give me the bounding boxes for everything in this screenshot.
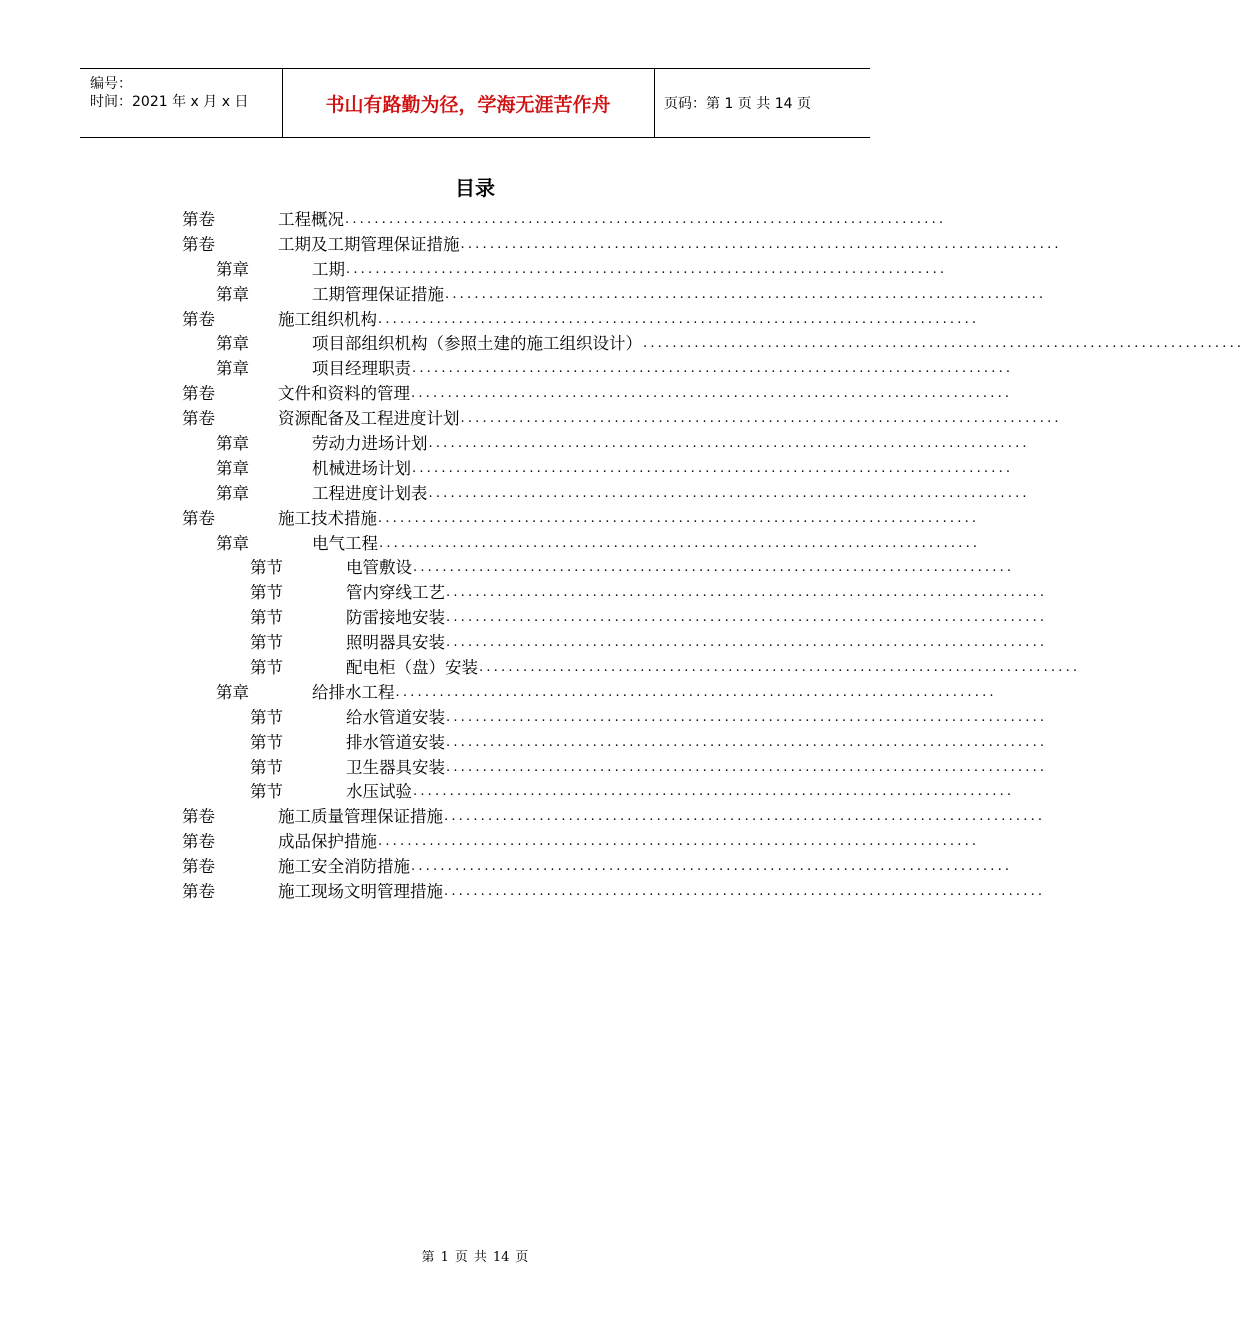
toc-leader-dots: .................................................................................. xyxy=(378,834,980,850)
toc-entry-number: 第章 xyxy=(216,284,249,304)
toc-entry-text: 资源配备及工程进度计划 xyxy=(278,407,461,432)
toc-entry-text: 文件和资料的管理 xyxy=(278,382,411,407)
toc-entry-chapter[interactable] xyxy=(182,457,1014,482)
toc-entry-text: 施工现场文明管理措施 xyxy=(278,880,444,905)
toc-entry-number: 第卷 xyxy=(182,832,215,852)
toc-entry-number: 第章 xyxy=(216,533,249,553)
toc-entry-number: 第节 xyxy=(250,633,283,653)
toc-entry-number: 第卷 xyxy=(182,309,215,329)
toc-leader-dots: .................................................................................. xyxy=(412,460,1014,476)
toc-leader-dots: .................................................................................. xyxy=(444,884,1046,900)
footer-page-unit: 页 xyxy=(454,1250,468,1265)
table-of-contents xyxy=(182,208,1244,905)
document-number-label: 编号： xyxy=(90,76,132,92)
toc-entry-section[interactable] xyxy=(182,731,1048,756)
toc-entry-text: 劳动力进场计划 xyxy=(312,432,429,457)
toc-leader-dots: .................................................................................. xyxy=(479,660,1081,676)
toc-entry-volume[interactable] xyxy=(182,407,1062,432)
toc-entry-text: 工程进度计划表 xyxy=(312,482,429,507)
toc-entry-text: 电管敷设 xyxy=(346,556,413,581)
toc-entry-text: 照明器具安装 xyxy=(346,631,446,656)
toc-entry-text: 机械进场计划 xyxy=(312,457,412,482)
toc-leader-dots: .................................................................................. xyxy=(413,784,1015,800)
toc-entry-text: 防雷接地安装 xyxy=(346,606,446,631)
toc-entry-text: 项目部组织机构（参照土建的施工组织设计） xyxy=(312,332,643,357)
toc-entry-volume[interactable] xyxy=(182,382,1013,407)
toc-leader-dots: .................................................................................. xyxy=(346,261,948,277)
toc-entry-volume[interactable] xyxy=(182,507,980,532)
toc-entry-text: 项目经理职责 xyxy=(312,357,412,382)
toc-leader-dots: .................................................................................. xyxy=(428,485,1030,501)
toc-entry-text: 配电柜（盘）安装 xyxy=(346,656,479,681)
footer-total-prefix: 共 xyxy=(473,1250,487,1265)
toc-entry-section[interactable] xyxy=(182,581,1048,606)
toc-entry-chapter[interactable] xyxy=(182,332,1244,357)
toc-entry-number: 第卷 xyxy=(182,210,215,229)
toc-entry-chapter[interactable] xyxy=(182,681,997,706)
toc-leader-dots: .................................................................................. xyxy=(444,809,1046,825)
toc-entry-chapter[interactable] xyxy=(182,258,948,283)
toc-entry-number: 第章 xyxy=(216,483,249,503)
toc-leader-dots: .................................................................................. xyxy=(428,436,1030,452)
toc-entry-text: 水压试验 xyxy=(346,780,413,805)
toc-entry-number: 第卷 xyxy=(182,807,215,827)
toc-leader-dots: .................................................................................. xyxy=(378,510,980,526)
page-header xyxy=(80,68,870,138)
toc-entry-text: 管内穿线工艺 xyxy=(346,581,446,606)
toc-leader-dots: .................................................................................. xyxy=(412,361,1014,377)
toc-entry-text: 施工安全消防措施 xyxy=(278,855,411,880)
toc-entry-text: 给排水工程 xyxy=(312,681,396,706)
toc-leader-dots: .................................................................................. xyxy=(445,286,1047,302)
toc-entry-text: 施工质量管理保证措施 xyxy=(278,805,444,830)
toc-leader-dots: .................................................................................. xyxy=(460,411,1062,427)
toc-entry-volume[interactable] xyxy=(182,830,980,855)
document-date-label: 时间：2021 年 x 月 x 日 xyxy=(90,94,249,110)
toc-entry-number: 第节 xyxy=(250,707,283,727)
footer-total-pages: 14 xyxy=(492,1250,510,1265)
toc-entry-text: 工期管理保证措施 xyxy=(312,283,445,308)
toc-entry-number: 第卷 xyxy=(182,508,215,528)
toc-entry-number: 第节 xyxy=(250,658,283,678)
header-meta xyxy=(80,69,283,137)
toc-entry-number: 第节 xyxy=(250,558,283,578)
toc-entry-section[interactable] xyxy=(182,780,1015,805)
toc-entry-section[interactable] xyxy=(182,631,1048,656)
toc-leader-dots: .................................................................................. xyxy=(345,212,947,227)
toc-entry-volume[interactable] xyxy=(182,855,1013,880)
toc-entry-number: 第卷 xyxy=(182,882,215,902)
toc-leader-dots: .................................................................................. xyxy=(395,684,997,700)
footer-total-unit: 页 xyxy=(515,1250,529,1265)
toc-entry-section[interactable] xyxy=(182,706,1048,731)
toc-entry-number: 第卷 xyxy=(182,234,215,254)
toc-entry-text: 工期 xyxy=(312,258,346,283)
toc-entry-volume[interactable] xyxy=(182,308,980,333)
toc-entry-number: 第节 xyxy=(250,608,283,628)
toc-title: 目录 xyxy=(455,176,495,200)
footer-page-prefix: 第 xyxy=(421,1250,435,1265)
toc-entry-chapter[interactable] xyxy=(182,357,1014,382)
toc-entry-text: 工期及工期管理保证措施 xyxy=(278,233,461,258)
toc-entry-section[interactable] xyxy=(182,556,1015,581)
toc-leader-dots: .................................................................................. xyxy=(446,610,1048,626)
toc-entry-chapter[interactable] xyxy=(182,482,1030,507)
toc-entry-text: 电气工程 xyxy=(312,532,379,557)
toc-leader-dots: .................................................................................. xyxy=(411,386,1013,402)
toc-entry-volume[interactable] xyxy=(182,208,947,233)
toc-leader-dots: .................................................................................. xyxy=(413,560,1015,576)
toc-entry-number: 第节 xyxy=(250,757,283,777)
toc-entry-text: 施工组织机构 xyxy=(278,308,378,333)
toc-leader-dots: .................................................................................. xyxy=(446,585,1048,601)
toc-entry-text: 工程概况 xyxy=(278,208,345,233)
page-footer xyxy=(0,1246,950,1265)
toc-entry-number: 第卷 xyxy=(182,384,215,404)
toc-leader-dots: .................................................................................. xyxy=(446,759,1048,775)
toc-entry-chapter[interactable] xyxy=(182,532,981,557)
toc-entry-volume[interactable] xyxy=(182,805,1046,830)
toc-entry-number: 第节 xyxy=(250,583,283,603)
toc-entry-volume[interactable] xyxy=(182,880,1046,905)
toc-entry-text: 施工技术措施 xyxy=(278,507,378,532)
toc-entry-text: 给水管道安装 xyxy=(346,706,446,731)
header-page-info: 页码：第 1 页 共 14 页 xyxy=(664,96,811,112)
toc-entry-number: 第章 xyxy=(216,359,249,379)
toc-entry-number: 第章 xyxy=(216,259,249,279)
toc-leader-dots: .................................................................................. xyxy=(446,635,1048,651)
toc-entry-number: 第卷 xyxy=(182,857,215,877)
toc-entry-text: 排水管道安装 xyxy=(346,731,446,756)
toc-entry-number: 第章 xyxy=(216,334,249,354)
toc-entry-section[interactable] xyxy=(182,606,1048,631)
footer-page-number: 1 xyxy=(440,1250,449,1265)
toc-entry-volume[interactable] xyxy=(182,233,1062,258)
toc-entry-number: 第节 xyxy=(250,732,283,752)
header-motto: 书山有路勤为径，学海无涯苦作舟 xyxy=(282,69,655,137)
toc-entry-number: 第章 xyxy=(216,434,249,454)
toc-entry-number: 第章 xyxy=(216,458,249,478)
toc-entry-number: 第章 xyxy=(216,682,249,702)
toc-leader-dots: .................................................................................. xyxy=(379,535,981,551)
toc-leader-dots: .................................................................................. xyxy=(378,311,980,327)
toc-leader-dots: .................................................................................. xyxy=(460,236,1062,252)
toc-entry-text: 成品保护措施 xyxy=(278,830,378,855)
toc-entry-section[interactable] xyxy=(182,656,1081,681)
toc-entry-number: 第节 xyxy=(250,782,283,802)
toc-leader-dots: .................................................................................. xyxy=(446,709,1048,725)
toc-entry-number: 第卷 xyxy=(182,409,215,429)
toc-entry-section[interactable] xyxy=(182,756,1048,781)
toc-entry-chapter[interactable] xyxy=(182,283,1047,308)
toc-leader-dots: .................................................................................. xyxy=(643,336,1244,352)
toc-leader-dots: .................................................................................. xyxy=(411,859,1013,875)
toc-entry-chapter[interactable] xyxy=(182,432,1030,457)
toc-leader-dots: .................................................................................. xyxy=(446,734,1048,750)
toc-entry-text: 卫生器具安装 xyxy=(346,756,446,781)
